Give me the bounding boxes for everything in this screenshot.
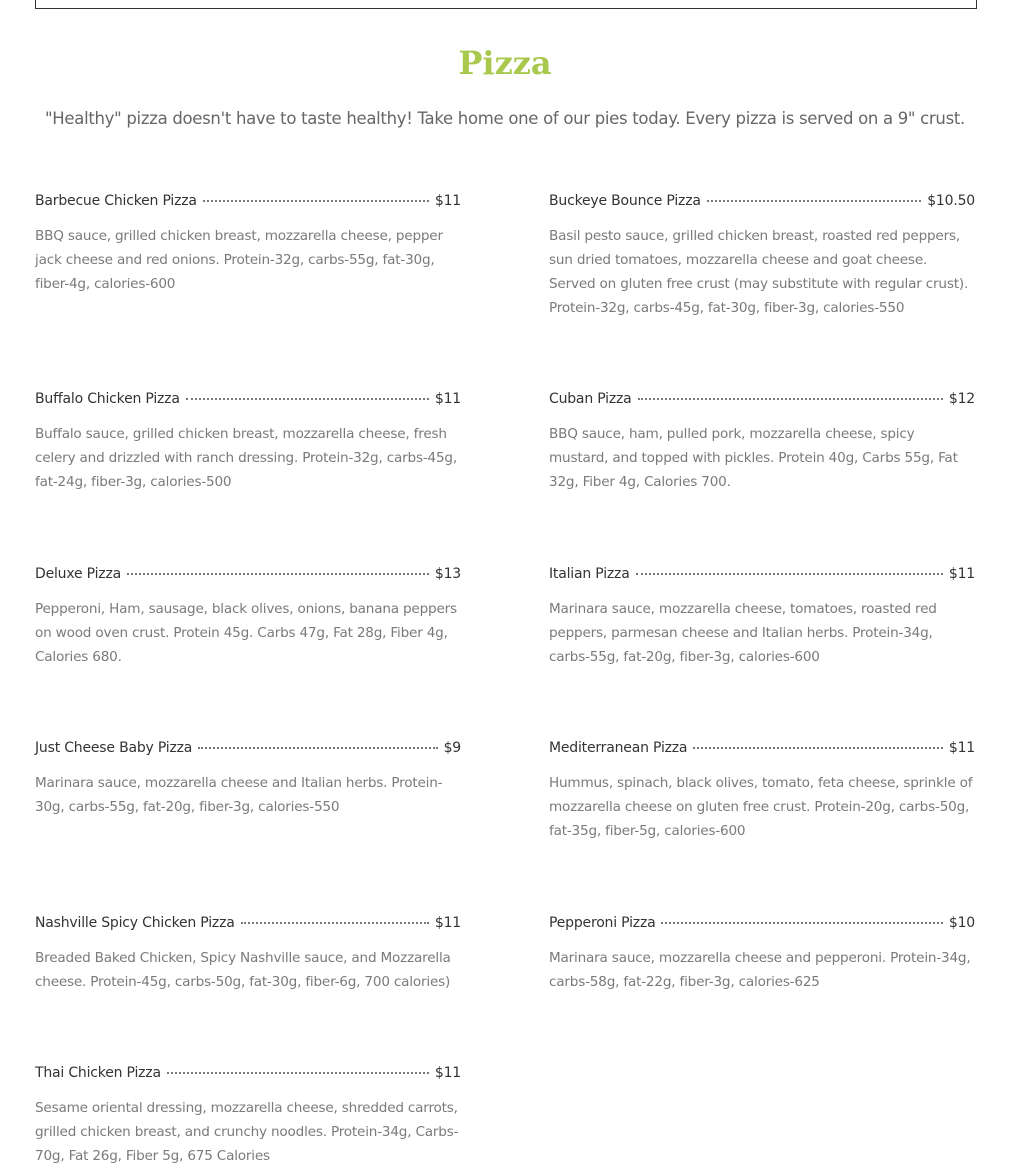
- section-title: Pizza: [458, 44, 552, 82]
- menu-item-price: $11: [434, 915, 461, 931]
- menu-item-buffalo-chicken-pizza: [35, 391, 461, 494]
- menu-item-description: Basil pesto sauce, grilled chicken breast, roasted red peppers, sun dried tomatoes, mozzarella cheese and goat cheese. Served on gluten free crust (may substitute with regular crust). Protein-32g, carbs-45g, fat-30g, fiber-3g, calories-550: [549, 228, 969, 316]
- menu-item-description: Pepperoni, Ham, sausage, black olives, onions, banana peppers on wood oven crust. Protein 45g. Carbs 47g, Fat 28g, Fiber 4g, Calories 680.: [35, 601, 457, 665]
- menu-item-description: Marinara sauce, mozzarella cheese and pepperoni. Protein-34g, carbs-58g, fat-22g, fiber-3g, calories-625: [549, 950, 971, 990]
- menu-item-name: Buffalo Chicken Pizza: [35, 391, 180, 407]
- dot-leader: [693, 746, 943, 749]
- menu-item-price: $10.50: [927, 193, 975, 209]
- menu-item-name: Just Cheese Baby Pizza: [35, 740, 193, 756]
- menu-item-name: Pepperoni Pizza: [549, 915, 656, 931]
- menu-item-price: $11: [948, 566, 975, 582]
- menu-item-description: Marinara sauce, mozzarella cheese, tomatoes, roasted red peppers, parmesan cheese and Italian herbs. Protein-34g, carbs-55g, fat-20g, fiber-3g, calories-600: [549, 601, 937, 665]
- menu-item-name: Deluxe Pizza: [35, 566, 121, 582]
- menu-item-price: $11: [948, 740, 975, 756]
- dot-leader: [241, 921, 429, 924]
- menu-item-header: [35, 915, 461, 931]
- menu-item-header: [549, 915, 975, 931]
- menu-item-cuban-pizza: [549, 391, 975, 494]
- menu-item-name: Buckeye Bounce Pizza: [549, 193, 701, 209]
- menu-item-name: Barbecue Chicken Pizza: [35, 193, 197, 209]
- menu-item-name: Mediterranean Pizza: [549, 740, 688, 756]
- menu-item-name: Cuban Pizza: [549, 391, 632, 407]
- menu-item-price: $12: [948, 391, 975, 407]
- section-subtitle: "Healthy" pizza doesn't have to taste healthy! Take home one of our pies today. Every pizza is served on a 9" crust.: [45, 109, 965, 128]
- dot-leader: [186, 397, 429, 400]
- menu-item-price: $13: [434, 566, 461, 582]
- menu-item-thai-chicken-pizza: [35, 1065, 461, 1168]
- menu-item-description: Sesame oriental dressing, mozzarella cheese, shredded carrots, grilled chicken breast, and crunchy noodles. Protein-34g, Carbs-70g, Fat 26g, Fiber 5g, 675 Calories: [35, 1100, 459, 1164]
- menu-item-price: $9: [443, 740, 461, 756]
- menu-item-price: $11: [434, 1065, 461, 1081]
- menu-item-price: $11: [434, 193, 461, 209]
- menu-item-description: Marinara sauce, mozzarella cheese and Italian herbs. Protein-30g, carbs-55g, fat-20g, fiber-3g, calories-550: [35, 775, 443, 815]
- menu-item-name: Nashville Spicy Chicken Pizza: [35, 915, 235, 931]
- menu-item-mediterranean-pizza: [549, 740, 975, 843]
- dot-leader: [127, 572, 429, 575]
- dot-leader: [167, 1071, 429, 1074]
- menu-item-price: $10: [948, 915, 975, 931]
- menu-item-nashville-spicy-chicken-pizza: [35, 915, 461, 994]
- dot-leader: [661, 921, 942, 924]
- menu-item-header: [549, 193, 975, 209]
- menu-item-name: Thai Chicken Pizza: [35, 1065, 161, 1081]
- dot-leader: [638, 397, 943, 400]
- menu-item-header: [549, 566, 975, 582]
- menu-item-description: BBQ sauce, ham, pulled pork, mozzarella cheese, spicy mustard, and topped with pickles. Protein 40g, Carbs 55g, Fat 32g, Fiber 4g, Calories 700.: [549, 426, 958, 490]
- menu-item-just-cheese-baby-pizza: [35, 740, 461, 819]
- menu-item-header: [35, 566, 461, 582]
- menu-item-price: $11: [434, 391, 461, 407]
- menu-item-header: [549, 391, 975, 407]
- top-frame-border: [35, 0, 977, 9]
- menu-item-description: BBQ sauce, grilled chicken breast, mozzarella cheese, pepper jack cheese and red onions. Protein-32g, carbs-55g, fat-30g, fiber-4g, calories-600: [35, 228, 443, 292]
- menu-item-header: [35, 1065, 461, 1081]
- menu-item-header: [549, 740, 975, 756]
- dot-leader: [636, 572, 943, 575]
- menu-item-deluxe-pizza: [35, 566, 461, 669]
- menu-item-name: Italian Pizza: [549, 566, 630, 582]
- menu-item-pepperoni-pizza: [549, 915, 975, 994]
- dot-leader: [707, 199, 921, 202]
- menu-item-italian-pizza: [549, 566, 975, 669]
- menu-item-buckeye-bounce-pizza: [549, 193, 975, 320]
- dot-leader: [203, 199, 429, 202]
- menu-item-header: [35, 740, 461, 756]
- menu-item-barbecue-chicken-pizza: [35, 193, 461, 296]
- menu-item-description: Buffalo sauce, grilled chicken breast, mozzarella cheese, fresh celery and drizzled with ranch dressing. Protein-32g, carbs-45g, fat-24g, fiber-3g, calories-500: [35, 426, 457, 490]
- menu-item-description: Hummus, spinach, black olives, tomato, feta cheese, sprinkle of mozzarella cheese on gluten free crust. Protein-20g, carbs-50g, fat-35g, fiber-5g, calories-600: [549, 775, 973, 839]
- menu-item-description: Breaded Baked Chicken, Spicy Nashville sauce, and Mozzarella cheese. Protein-45g, carbs-50g, fat-30g, fiber-6g, 700 calories): [35, 950, 451, 990]
- dot-leader: [198, 746, 437, 749]
- menu-item-header: [35, 193, 461, 209]
- menu-item-header: [35, 391, 461, 407]
